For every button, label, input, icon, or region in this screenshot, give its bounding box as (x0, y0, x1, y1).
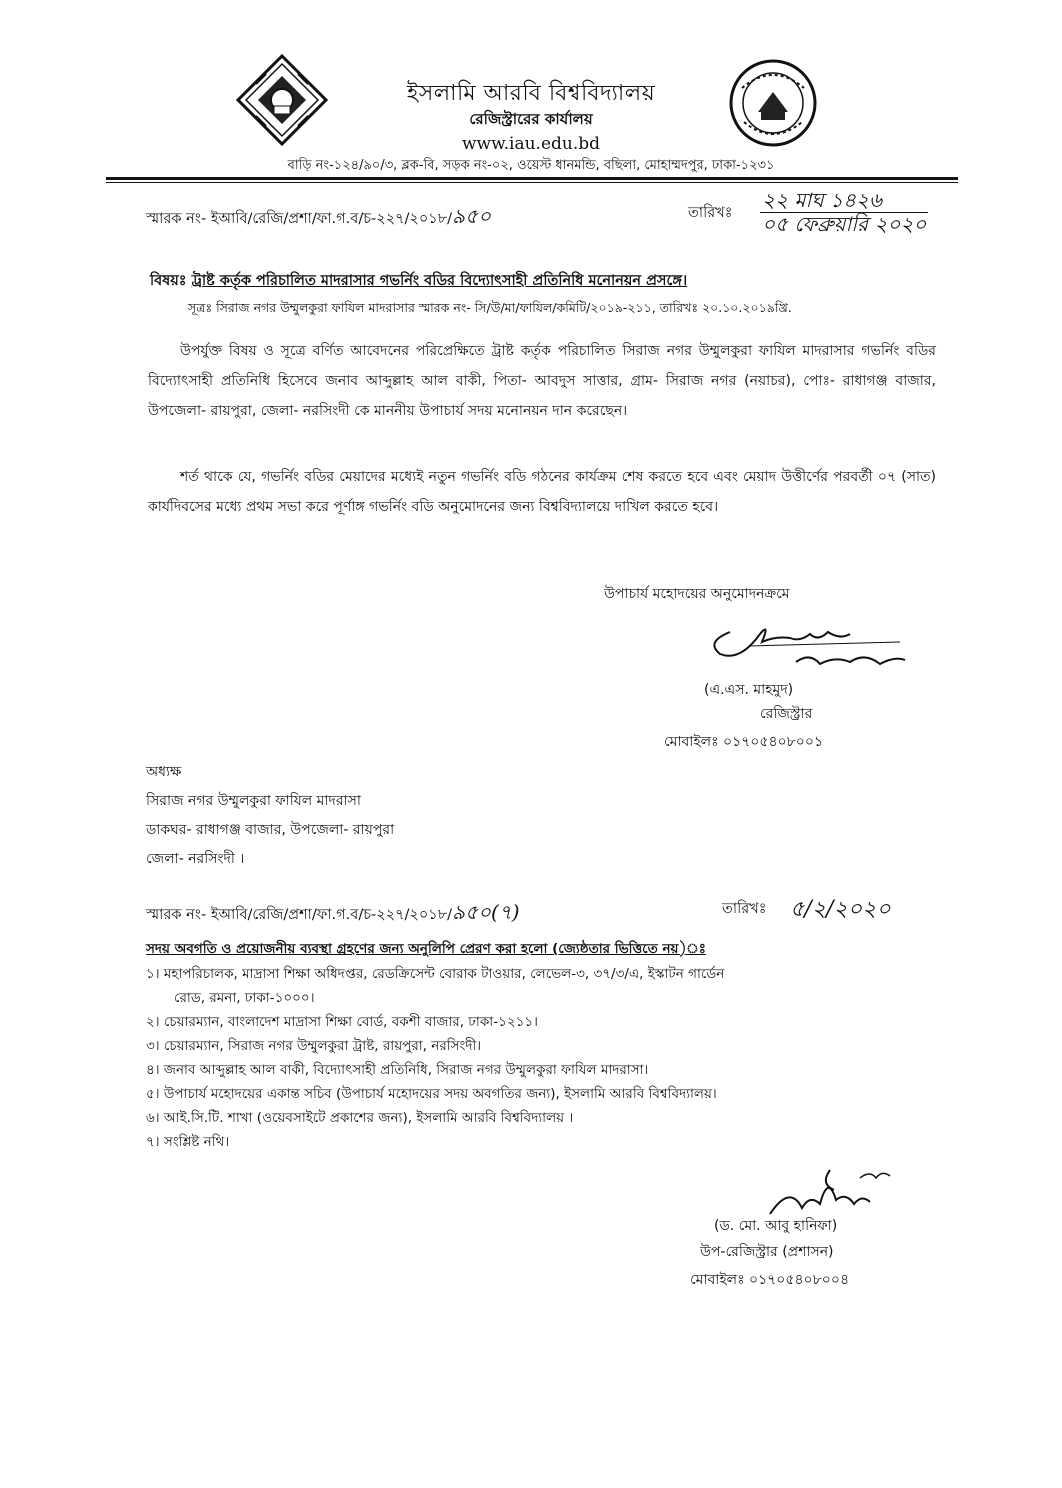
list-item: ৭। সংশ্লিষ্ট নথি। (146, 1134, 230, 1150)
university-name: ইসলামি আরবি বিশ্ববিদ্যালয় (406, 81, 656, 106)
website-link[interactable]: www.iau.edu.bd (461, 134, 601, 154)
signatory-1-title: রেজিস্ট্রার (760, 706, 813, 722)
date-label: তারিখঃ (688, 205, 733, 221)
list-item: ৩। চেয়ারম্যান, সিরাজ নগর উম্মুলকুরা ট্রাষ্ট, রায়পুরা, নরসিংদী। (146, 1038, 482, 1054)
memo-number (146, 202, 491, 235)
recipient-address (146, 758, 394, 874)
list-item: রোড, রমনা, ঢাকা-১০০০। (174, 990, 315, 1006)
list-item: ৬। আই.সি.টি. শাখা (ওয়েবসাইটে প্রকাশের জন্য), ইসলামি আরবি বিশ্ববিদ্যালয় । (146, 1110, 574, 1126)
list-item: ৪। জনাব আব্দুল্লাহ আল বাকী, বিদ্যোৎসাহী প্রতিনিধি, সিরাজ নগর উম্মুলকুরা ফাযিল মাদরাসা। (146, 1062, 649, 1078)
copy-list (146, 962, 946, 1154)
subject-label: বিষয়ঃ (150, 273, 187, 289)
address-line: বাড়ি নং-১২৪/৯০/৩, ব্লক-বি, সড়ক নং-০২, ওয়েস্ট ধানমন্ডি, বছিলা, মোহাম্মদপুর, ঢাকা-১২৩১ (287, 158, 775, 173)
signatory-2-mobile: মোবাইলঃ ০১৭০৫৪০৮০০৪ (690, 1272, 850, 1288)
approval-note: উপাচার্য মহোদয়ের অনুমোদনক্রমে (604, 586, 790, 602)
list-item: ১। মহাপরিচালক, মাদ্রাসা শিক্ষা অধিদপ্তর, রেডক্রিসেন্ট বোরাক টাওয়ার, লেভেল-৩, ৩৭/৩/এ, ইস্কাটন গার্ডেন (146, 966, 725, 982)
recipient-line: অধ্যক্ষ (146, 764, 182, 780)
list-item: ২। চেয়ারম্যান, বাংলাদেশ মাদ্রাসা শিক্ষা বোর্ড, বকশী বাজার, ঢাকা-১২১১। (146, 1014, 538, 1030)
memo-2-number-hand: ৯৫০(৭) (452, 900, 520, 924)
recipient-line: জেলা- নরসিংদী । (146, 851, 245, 867)
list-item: ৫। উপাচার্য মহোদয়ের একান্ত সচিব (উপাচার্য মহোদয়ের সদয় অবগতির জন্য), ইসলামি আরবি বিশ্ববিদ্যালয়। (146, 1086, 717, 1102)
signatory-2-name: (ড. মো. আবু হানিফা) (714, 1218, 838, 1234)
body-paragraph-2 (148, 462, 936, 522)
date-hand-english: ০৫ ফেব্রুয়ারি ২০২০ (762, 212, 927, 236)
signatory-1-mobile: মোবাইলঃ ০১৭০৫৪০৮০০১ (664, 734, 824, 750)
date-hand-bangla: ২২ মাঘ ১৪২৬ (762, 188, 882, 212)
signatory-2-title: উপ-রেজিস্ট্রার (প্রশাসন) (700, 1244, 834, 1260)
subject-text: ট্রাষ্ট কর্তৃক পরিচালিত মাদরাসার গভর্নিং বডির বিদ্যোৎসাহী প্রতিনিধি মনোনয়ন প্রসঙ্গে। (191, 273, 688, 289)
office-name: রেজিস্ট্রারের কার্যালয় (469, 110, 593, 128)
registrar-signature-icon (700, 612, 920, 682)
paragraph-2-text: শর্ত থাকে যে, গভর্নিং বডির মেয়াদের মধ্যেই নতুন গভর্নিং বডি গঠনের কার্যক্রম শেষ করতে হবে এবং মেয়াদ উত্তীর্ণের পরবর্তী ০৭ (সাত) কার্যদিবসের মধ্যে প্রথম সভা করে পূর্ণাঙ্গ গভর্নিং বডি অনুমোদনের জন্য বিশ্ববিদ্যালয়ে দাখিল করতে হবে। (148, 469, 936, 515)
signatory-1-name: (এ.এস. মাহমুদ) (704, 682, 794, 698)
subject-line (150, 270, 687, 294)
paragraph-1-text: উপর্যুক্ত বিষয় ও সূত্রে বর্ণিত আবেদনের পরিপ্রেক্ষিতে ট্রাষ্ট কর্তৃক পরিচালিত সিরাজ নগর উম্মুলকুরা ফাযিল মাদরাসার গভর্নিং বডির বিদ্যোৎসাহী প্রতিনিধি হিসেবে জনাব আব্দুল্লাহ আল বাকী, পিতা- আবদুস সাত্তার, গ্রাম- সিরাজ নগর (নয়াচর), পোঃ- রাধাগঞ্জ বাজার, উপজেলা- রায়পুরা, জেলা- নরসিংদী কে মাননীয় উপাচার্য সদয় মনোনয়ন দান করেছেন। (148, 343, 936, 419)
date-2-hand: ৫/২/২০২০ (790, 897, 891, 922)
memo-number-hand: ৯৫০ (452, 204, 491, 228)
body-paragraph-1 (148, 336, 936, 426)
recipient-line: ডাকঘর- রাধাগঞ্জ বাজার, উপজেলা- রায়পুরা (146, 822, 395, 838)
recipient-line: সিরাজ নগর উম্মুলকুরা ফাযিল মাদরাসা (146, 793, 361, 809)
memo-2-number (146, 898, 520, 931)
memo-2-number-printed: স্মারক নং- ইআবি/রেজি/প্রশা/ফা.গ.ব/চ-২২৭/২০১৮/ (146, 907, 452, 923)
date-2-label: তারিখঃ (722, 901, 767, 917)
header-divider-thin (106, 182, 958, 183)
memo-number-printed: স্মারক নং- ইআবি/রেজি/প্রশা/ফা.গ.ব/চ-২২৭/২০১৮/ (146, 211, 452, 227)
header-divider (106, 177, 958, 180)
reference-line: সূত্রঃ সিরাজ নগর উম্মুলকুরা ফাযিল মাদরাসার স্মারক নং- সি/উ/মা/ফাযিল/কমিটি/২০১৯-২১১, তারিখঃ ২০.১০.২০১৯খ্রি. (188, 300, 792, 315)
copy-heading: সদয় অবগতি ও প্রয়োজনীয় ব্যবস্থা গ্রহণের জন্য অনুলিপি প্রেরণ করা হলো (জ্যেষ্ঠতার ভিত্তিতে নয়)ঃ (146, 941, 707, 957)
